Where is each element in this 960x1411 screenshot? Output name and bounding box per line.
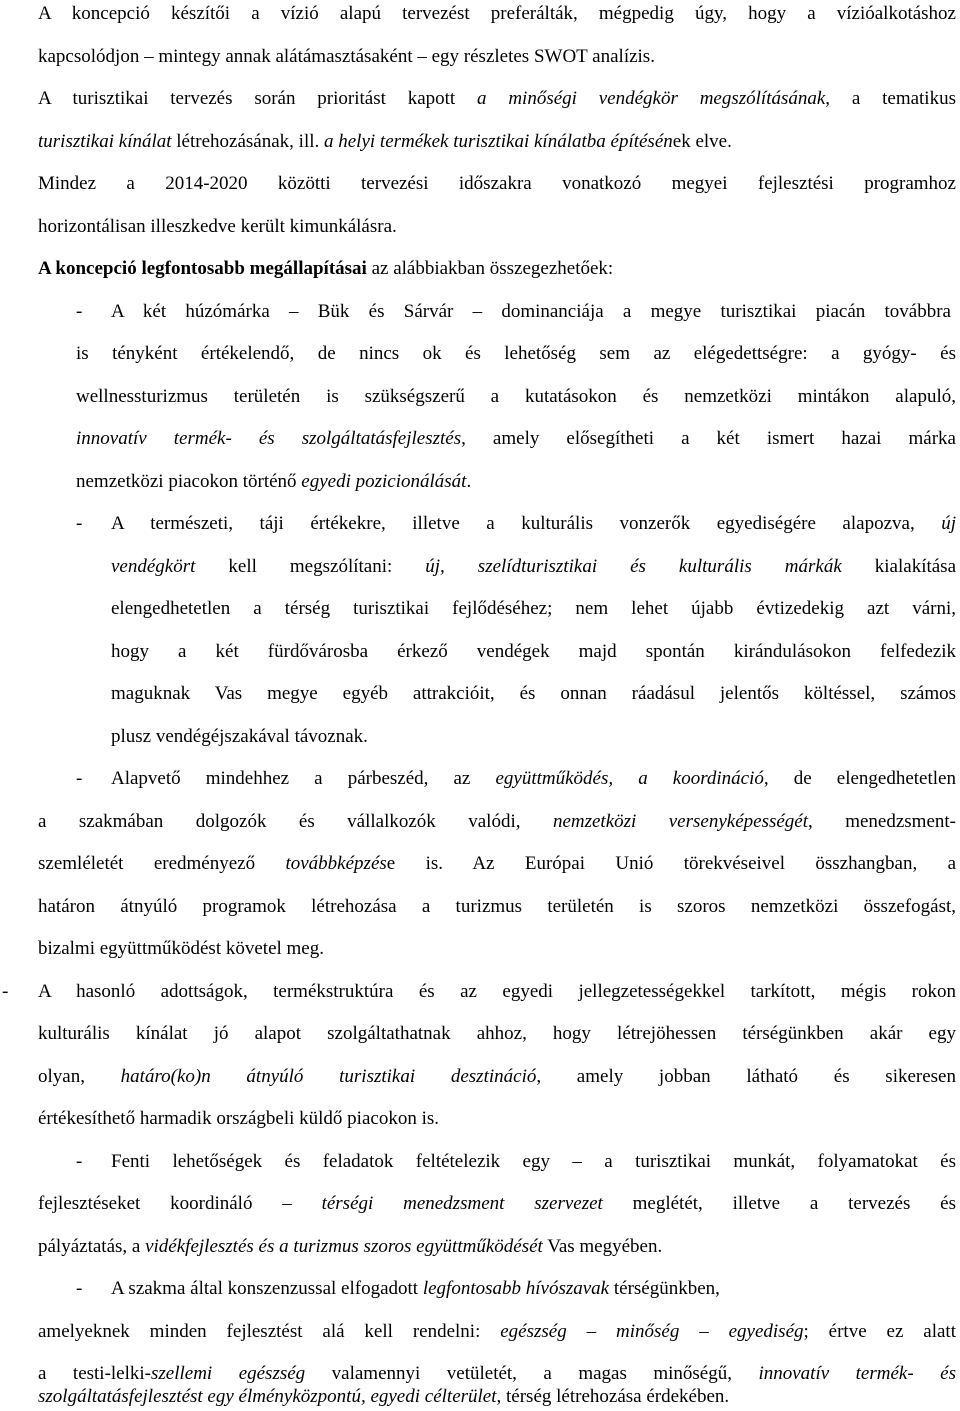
bullet-5-line-2 xyxy=(38,1192,956,1216)
bullet-2-line-6 xyxy=(111,725,956,749)
bullet-1-line-3 xyxy=(76,385,956,409)
bullet-1-line-4 xyxy=(76,427,956,451)
text: A két húzómárka – Bük és Sárvár – dominanciája a megye turisztikai piacán továbbra xyxy=(111,301,951,322)
bullet-1-line-2 xyxy=(76,342,956,366)
findings-intro xyxy=(38,257,956,281)
paragraph-2-line-4 xyxy=(38,215,956,239)
bullet-1-line-5 xyxy=(76,470,956,494)
bullet-6-line-3 xyxy=(38,1362,956,1386)
italic-text: turisztikai kínálat xyxy=(38,131,172,152)
bullet-2-line-2 xyxy=(111,555,956,579)
paragraph-1-line-1 xyxy=(38,2,956,26)
bullet-4-line-3 xyxy=(38,1065,956,1089)
text: , térség létrehozása érdekében. xyxy=(496,1386,730,1407)
bullet-6-line-2 xyxy=(38,1320,956,1344)
bullet-2-dash: - xyxy=(76,513,83,534)
italic-text: vidékfejlesztés és a turizmus szoros együttműködését xyxy=(145,1236,543,1257)
bullet-6-line-4 xyxy=(38,1385,956,1409)
bullet-6-dash: - xyxy=(76,1278,83,1299)
text: A turisztikai tervezés során prioritást kapott xyxy=(38,88,478,109)
bullet-2-line-5 xyxy=(111,682,956,706)
bullet-2-line-3 xyxy=(111,597,956,621)
italic-text: legfontosabb hívószavak xyxy=(422,1278,610,1299)
text: a szakmában dolgozók és vállalkozók valódi, xyxy=(38,811,553,832)
text: bizalmi együttműködést követel meg. xyxy=(38,938,324,959)
text: is tényként értékelendő, de nincs ok és lehetőség sem az elégedettségre: a gyógy- és xyxy=(76,343,956,364)
text: amelyeknek minden fejlesztést alá kell rendelni: xyxy=(38,1321,501,1342)
italic-text: új, szelídturisztikai és kulturális márkák xyxy=(425,556,842,577)
italic-text: nemzetközi versenyképességét xyxy=(552,811,809,832)
italic-text: egyedi pozicionálását xyxy=(301,471,467,492)
bullet-3-dash: - xyxy=(76,768,83,789)
italic-text: továbbképzés xyxy=(285,853,387,874)
text: elengedhetetlen a térség turisztikai fejlődéséhez; nem lehet újabb évtizedekig azt várni, xyxy=(111,598,956,619)
bullet-6-line-1 xyxy=(111,1277,956,1301)
text: kialakítása xyxy=(841,556,957,577)
paragraph-2-line-2 xyxy=(38,130,956,154)
italic-text: térségi menedzsment szervezet xyxy=(321,1193,603,1214)
bullet-2-line-1 xyxy=(111,512,956,536)
text: maguknak Vas megye egyéb attrakcióit, és onnan ráadásul jelentős költéssel, számos xyxy=(111,683,956,704)
text: , a tematikus xyxy=(825,88,956,109)
text: Vas megyében. xyxy=(542,1236,663,1257)
text: , de elengedhetetlen xyxy=(763,768,956,789)
bullet-2-line-4 xyxy=(111,640,956,664)
text: a testi-lelki- xyxy=(38,1363,151,1384)
bold-text: A koncepció legfontosabb megállapításai xyxy=(38,258,367,279)
text: valamennyi vetületét, a magas minőségű, xyxy=(305,1363,759,1384)
text: ; értve ez alatt xyxy=(803,1321,956,1342)
italic-text: új xyxy=(941,513,956,534)
bullet-5-dash: - xyxy=(76,1151,83,1172)
text: kulturális kínálat jó alapot szolgáltathatnak ahhoz, hogy létrejöhessen térségünkben akár egy xyxy=(38,1023,956,1044)
text: meglétét, illetve a tervezés és xyxy=(602,1193,956,1214)
text: nemzetközi piacokon történő xyxy=(76,471,302,492)
text: értékesíthető harmadik országbeli küldő piacokon is. xyxy=(38,1108,439,1129)
text: szemléletét eredményező xyxy=(38,853,286,874)
text: létrehozásának, ill. xyxy=(171,131,324,152)
bullet-4-line-1 xyxy=(38,980,956,1004)
italic-text: szellemi egészség xyxy=(151,1363,306,1384)
text: térségünkben, xyxy=(609,1278,720,1299)
text: az alábbiakban összegezhetőek: xyxy=(366,258,614,279)
bullet-4-line-2 xyxy=(38,1022,956,1046)
italic-text: a minőségi vendégkör megszólításának xyxy=(477,88,826,109)
text: kapcsolódjon – mintegy annak alátámasztásaként – egy részletes SWOT analízis. xyxy=(38,46,655,67)
text: kell megszólítani: xyxy=(195,556,426,577)
italic-text: szolgáltatásfejlesztést egy élményközpontú, egyedi célterület xyxy=(38,1386,497,1407)
text: A természeti, táji értékekre, illetve a kulturális vonzerők egyediségére alapozva, xyxy=(111,513,942,534)
text: Fenti lehetőségek és feladatok feltételezik egy – a turisztikai munkát, folyamatokat és xyxy=(111,1151,956,1172)
bullet-3-line-4 xyxy=(38,895,956,919)
text: e is. Az Európai Unió törekvéseivel összhangban, a xyxy=(386,853,957,874)
bullet-4-dash: - xyxy=(2,981,9,1002)
text: , menedzsment- xyxy=(808,811,957,832)
paragraph-2-line-1 xyxy=(38,87,956,111)
text: pályáztatás, a xyxy=(38,1236,146,1257)
bullet-3-line-1 xyxy=(111,767,956,791)
bullet-3-line-2 xyxy=(38,810,956,834)
text: fejlesztéseket koordináló – xyxy=(38,1193,322,1214)
text: ek elve. xyxy=(672,131,732,152)
italic-text: egészség – minőség – egyediség xyxy=(500,1321,804,1342)
italic-text: határo(ko)n átnyúló turisztikai desztináció xyxy=(120,1066,537,1087)
italic-text: innovatív termék- és szolgáltatásfejlesztés xyxy=(76,428,462,449)
text: A koncepció készítői a vízió alapú tervezést preferálták, mégpedig úgy, hogy a vízióalkotáshoz xyxy=(38,3,956,24)
paragraph-2-line-3 xyxy=(38,172,956,196)
paragraph-1-line-2 xyxy=(38,45,956,69)
text: A szakma által konszenzussal elfogadott xyxy=(111,1278,423,1299)
bullet-1-line-1 xyxy=(111,300,951,324)
text: Mindez a 2014-2020 közötti tervezési időszakra vonatkozó megyei fejlesztési programhoz xyxy=(38,173,956,194)
text: , amely jobban látható és sikeresen xyxy=(536,1066,956,1087)
italic-text: a helyi termékek turisztikai kínálatba építésén xyxy=(324,131,673,152)
text: plusz vendégéjszakával távoznak. xyxy=(111,726,368,747)
bullet-5-line-1 xyxy=(111,1150,956,1174)
text: Alapvető mindehhez a párbeszéd, az xyxy=(111,768,496,789)
text: határon átnyúló programok létrehozása a turizmus területén is szoros nemzetközi összefogást, xyxy=(38,896,956,917)
italic-text: vendégkört xyxy=(111,556,196,577)
bullet-1-dash: - xyxy=(76,301,83,322)
bullet-5-line-3 xyxy=(38,1235,956,1259)
text: . xyxy=(466,471,472,492)
text: olyan, xyxy=(38,1066,121,1087)
text: horizontálisan illeszkedve került kimunkálásra. xyxy=(38,216,397,237)
text: wellnessturizmus területén is szükségszerű a kutatásokon és nemzetközi mintákon alapuló, xyxy=(76,386,956,407)
bullet-3-line-5 xyxy=(38,937,956,961)
text: hogy a két fürdővárosba érkező vendégek majd spontán kirándulásokon felfedezik xyxy=(111,641,956,662)
italic-text: együttműködés, a koordináció xyxy=(495,768,764,789)
bullet-3-line-3 xyxy=(38,852,956,876)
text: , amely elősegítheti a két ismert hazai márka xyxy=(461,428,956,449)
bullet-4-line-4 xyxy=(38,1107,956,1131)
text: A hasonló adottságok, termékstruktúra és az egyedi jellegzetességekkel tarkított, mégis rokon xyxy=(38,981,956,1002)
italic-text: innovatív termék- és xyxy=(758,1363,956,1384)
